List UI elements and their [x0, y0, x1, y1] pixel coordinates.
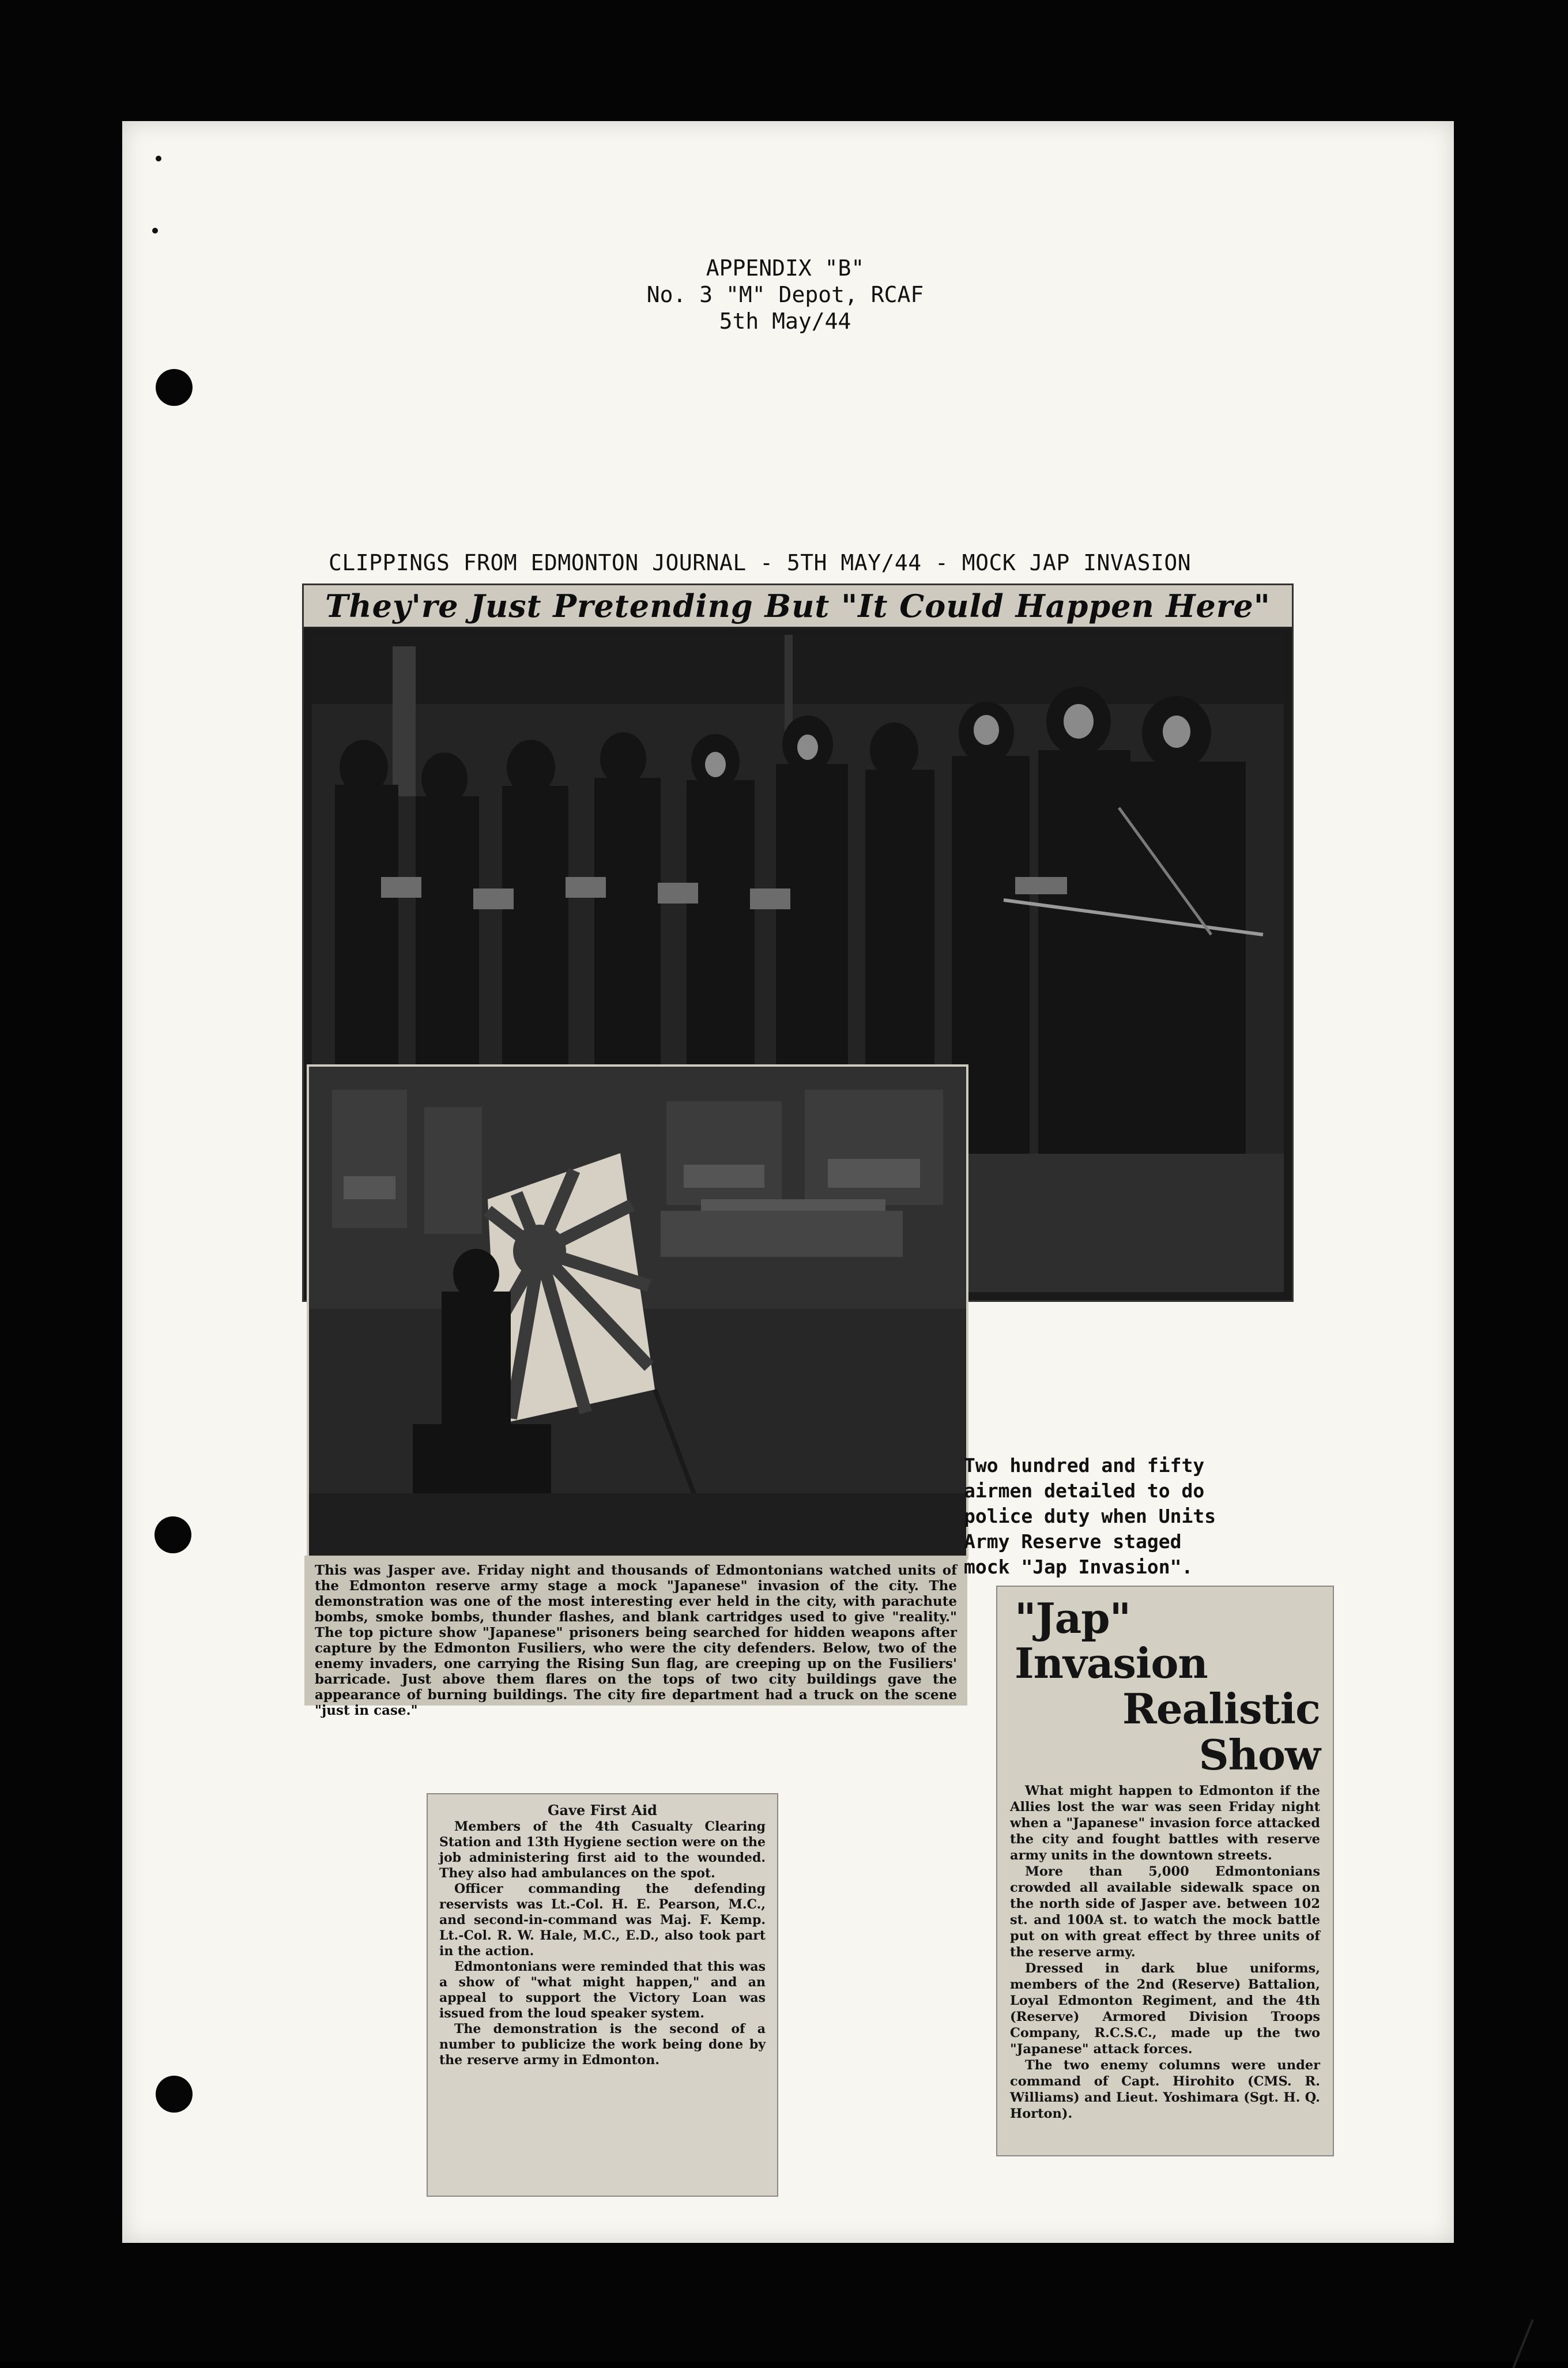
photo-headline-strip — [304, 585, 1292, 628]
appendix-header — [526, 255, 1045, 334]
airmen-note-line: Two hundred and fifty — [964, 1454, 1205, 1477]
airmen-note-line: airmen detailed to do — [964, 1479, 1205, 1502]
jap-invasion-paragraph: The two enemy columns were under command of Capt. Hirohito (CMS. R. Williams) and Lieut. Yoshimara (Sgt. H. Q. Horton). — [1010, 2058, 1320, 2121]
first-aid-clipping — [427, 1793, 778, 2197]
punch-hole — [154, 1516, 191, 1553]
jap-invasion-paragraph: Dressed in dark blue uniforms, members of the 2nd (Reserve) Battalion, Loyal Edmonton Regiment, and the 4th (Reserve) Armored Division Troops Company, R.C.S.C., made up the two "Japanese" attack forces. — [1010, 1961, 1320, 2057]
flag-bearer-photo-image — [309, 1067, 966, 1557]
ink-speck — [152, 228, 158, 234]
airmen-note — [964, 1453, 1287, 1580]
airmen-note-line: mock "Jap Invasion". — [964, 1556, 1193, 1578]
jap-invasion-clipping — [996, 1586, 1334, 2156]
punch-hole — [156, 369, 193, 406]
appendix-title: APPENDIX "B" — [706, 255, 865, 281]
jap-invasion-paragraph: What might happen to Edmonton if the Allies lost the war was seen Friday night when a "Japanese" invasion force attacked the city and fought battles with reserve army units in the downtown streets. — [1010, 1783, 1320, 1863]
punch-hole — [156, 2076, 193, 2113]
paper-sheet — [122, 121, 1454, 2243]
jap-invasion-title-line1: "Jap" Invasion — [1015, 1594, 1208, 1688]
first-aid-paragraph: Members of the 4th Casualty Clearing Station and 13th Hygiene section were on the job administering first aid to the wounded. They also had ambulances on the spot. — [439, 1819, 766, 1881]
photo-headline: They're Just Pretending But "It Could Happen Here" — [325, 588, 1271, 624]
jap-invasion-title-line2: Realistic Show — [1122, 1684, 1320, 1779]
photo-caption: This was Jasper ave. Friday night and thousands of Edmontonians watched units of the Edmonton reserve army stage a mock "Japanese" invasion of the city. The demonstration was one of the most interesting ever held in the city, with parachute bombs, smoke bombs, thunder flashes, and blank cartridges used to give "reality." The top picture show "Japanese" prisoners being searched for hidden weapons after capture by the Edmonton Fusiliers, who were the city defenders. Below, two of the enemy invaders, one carrying the Rising Sun flag, are creeping up on the Fusiliers' barricade. Just above them flares on the tops of two city buildings gave the appearance of burning buildings. The city fire department had a truck on the scene "just in case." — [304, 1556, 967, 1706]
depot-line: No. 3 "M" Depot, RCAF — [646, 282, 924, 307]
date-line: 5th May/44 — [719, 308, 851, 334]
jap-invasion-body — [1010, 1783, 1320, 2122]
first-aid-paragraph: Officer commanding the defending reservists was Lt.-Col. H. E. Pearson, M.C., and second-in-command was Maj. F. Kemp. Lt.-Col. R. W. Hale, M.C., E.D., also took part in the action. — [439, 1881, 766, 1959]
flag-bearer-photo — [307, 1064, 968, 1559]
first-aid-heading: Gave First Aid — [548, 1802, 657, 1819]
clippings-caption: CLIPPINGS FROM EDMONTON JOURNAL - 5TH MAY/44 - MOCK JAP INVASION — [329, 550, 1192, 575]
airmen-note-line: police duty when Units — [964, 1505, 1216, 1527]
jap-invasion-paragraph: More than 5,000 Edmontonians crowded all available sidewalk space on the north side of Jasper ave. between 102 st. and 100A st. to watch the mock battle put on with great effect by three units of the reserve army. — [1010, 1864, 1320, 1960]
airmen-note-line: Army Reserve staged — [964, 1530, 1182, 1553]
ink-speck — [156, 156, 161, 161]
first-aid-paragraph: The demonstration is the second of a number to publicize the work being done by the reserve army in Edmonton. — [439, 2021, 766, 2068]
pen-mark — [1512, 2320, 1533, 2368]
first-aid-paragraph: Edmontonians were reminded that this was a show of "what might happen," and an appeal to support the Victory Loan was issued from the loud speaker system. — [439, 1959, 766, 2021]
